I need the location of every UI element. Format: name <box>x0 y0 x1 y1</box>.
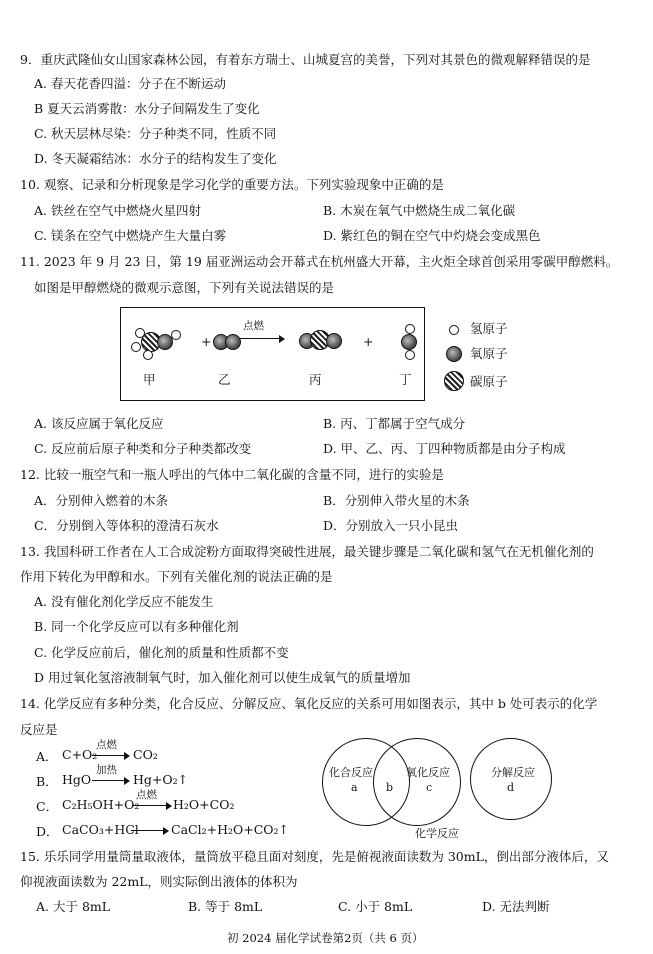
oxygen-atom-icon <box>446 346 462 362</box>
q10-option-d[interactable]: D. 紫红色的铜在空气中灼烧会变成黑色 <box>323 228 541 243</box>
q15-stem-line1: 15. 乐乐同学用量筒量取液体，量筒放平稳且面对刻度，先是俯视液面读数为 30mL，倒出部分液体后，又 <box>20 849 609 864</box>
equation-lhs: HgO <box>62 772 92 787</box>
equation-lhs: CaCO₃+HCl <box>62 822 139 837</box>
q15-option-d[interactable]: D. 无法判断 <box>482 899 550 914</box>
venn-caption: 化学反应 <box>415 827 459 840</box>
q15-option-b[interactable]: B. 等于 8mL <box>188 899 263 914</box>
legend-hydrogen: 氢原子 <box>470 321 508 336</box>
q10-stem: 10. 观察、记录和分析现象是学习化学的重要方法。下列实验现象中正确的是 <box>20 177 444 192</box>
q9-option-a[interactable]: A. 春天花香四溢：分子在不断运动 <box>34 76 226 91</box>
q14-stem-line2: 反应是 <box>20 722 58 737</box>
q13-option-d[interactable]: D 用过氧化氢溶液制氧气时，加入催化剂可以使生成氧气的质量增加 <box>34 670 411 685</box>
equation-rhs: CaCl₂+H₂O+CO₂↑ <box>171 822 289 837</box>
equation-arrow <box>132 805 170 806</box>
plus-sign: + <box>201 334 212 349</box>
venn-letter-b: b <box>386 781 394 794</box>
q13-stem-line1: 13. 我国科研工作者在人工合成淀粉方面取得突破性进展，最关键步骤是二氧化碳和氢气在无机催化剂的 <box>20 544 594 559</box>
equation-arrow <box>92 780 128 781</box>
equation-rhs: Hg+O₂↑ <box>133 772 189 787</box>
reaction-arrow <box>239 338 283 339</box>
q12-option-b[interactable]: B．分别伸入带火星的木条 <box>323 493 470 508</box>
label-yi: 乙 <box>218 372 231 387</box>
venn-label-oxidation: 氧化反应 <box>406 766 450 779</box>
page-footer: 初 2024 届化学试卷第2页（共 6 页） <box>227 931 424 945</box>
legend-carbon: 碳原子 <box>470 374 508 389</box>
q11-reaction-diagram <box>120 307 425 401</box>
venn-label-decomposition: 分解反应 <box>491 766 535 779</box>
q12-option-c[interactable]: C．分别倒入等体积的澄清石灰水 <box>34 518 219 533</box>
equation-lhs: C+O₂ <box>62 747 98 762</box>
reaction-condition: 点燃 <box>243 320 264 332</box>
q11-option-c[interactable]: C. 反应前后原子种类和分子种类都改变 <box>34 441 252 456</box>
q13-option-b[interactable]: B. 同一个化学反应可以有多种催化剂 <box>34 619 239 634</box>
option-letter: A． <box>36 749 58 764</box>
q9-option-c[interactable]: C. 秋天层林尽染：分子种类不同，性质不同 <box>34 126 277 141</box>
q13-option-a[interactable]: A. 没有催化剂化学反应不能发生 <box>34 594 214 609</box>
equation-rhs: H₂O+CO₂ <box>173 797 235 812</box>
q10-option-a[interactable]: A. 铁丝在空气中燃烧火星四射 <box>34 203 201 218</box>
equation-condition: 加热 <box>96 764 117 776</box>
q9-stem: 9．重庆武隆仙女山国家森林公园，有着东方瑞士、山城夏宫的美誉，下列对其景色的微观解释错误的是 <box>20 52 591 67</box>
equation-lhs: C₂H₅OH+O₂ <box>62 797 140 812</box>
q15-option-a[interactable]: A. 大于 8mL <box>36 899 111 914</box>
option-letter: D． <box>36 824 59 839</box>
carbon-atom-icon <box>444 371 464 391</box>
equation-arrow <box>92 755 128 756</box>
q13-option-c[interactable]: C. 化学反应前后，催化剂的质量和性质都不变 <box>34 645 289 660</box>
q13-stem-line2: 作用下转化为甲醇和水。下列有关催化剂的说法正确的是 <box>20 569 333 584</box>
legend-oxygen: 氧原子 <box>470 346 508 361</box>
equation-condition: 点燃 <box>136 789 157 801</box>
q11-stem-line2: 如图是甲醇燃烧的微观示意图，下列有关说法错误的是 <box>34 280 335 295</box>
q12-option-d[interactable]: D．分别放入一只小昆虫 <box>323 518 459 533</box>
hydrogen-atom-icon <box>449 325 459 335</box>
label-ding: 丁 <box>399 372 412 387</box>
plus-sign: + <box>363 334 374 349</box>
q11-option-d[interactable]: D. 甲、乙、丙、丁四种物质都是由分子构成 <box>323 441 566 456</box>
venn-letter-a: a <box>351 781 358 794</box>
q9-option-d[interactable]: D. 冬天凝霜结冰：水分子的结构发生了变化 <box>34 151 277 166</box>
q11-option-b[interactable]: B. 丙、丁都属于空气成分 <box>323 416 466 431</box>
equation-rhs: CO₂ <box>133 747 158 762</box>
label-jia: 甲 <box>143 372 156 387</box>
label-bing: 丙 <box>309 372 322 387</box>
option-letter: B． <box>36 774 58 789</box>
q14-stem-line1: 14. 化学反应有多种分类，化合反应、分解反应、氧化反应的关系可用如图表示，其中 b 处可表示的化学 <box>20 696 598 711</box>
venn-letter-d: d <box>507 781 515 794</box>
equation-arrow <box>131 830 167 831</box>
q11-option-a[interactable]: A. 该反应属于氧化反应 <box>34 416 164 431</box>
option-letter: C． <box>36 799 59 814</box>
venn-label-combination: 化合反应 <box>329 766 373 779</box>
q15-stem-line2: 仰视液面读数为 22mL，则实际倒出液体的体积为 <box>20 874 298 889</box>
equation-condition: 点燃 <box>96 739 117 751</box>
q12-option-a[interactable]: A．分别伸入燃着的木条 <box>34 493 169 508</box>
q15-option-c[interactable]: C. 小于 8mL <box>338 899 413 914</box>
venn-letter-c: c <box>426 781 433 794</box>
q11-stem-line1: 11. 2023 年 9 月 23 日，第 19 届亚洲运动会开幕式在杭州盛大开幕，主火炬全球首创采用零碳甲醇燃料。 <box>20 254 619 269</box>
q9-option-b[interactable]: B 夏天云消雾散：水分子间隔发生了变化 <box>34 101 260 116</box>
q12-stem: 12. 比较一瓶空气和一瓶人呼出的气体中二氧化碳的含量不同，进行的实验是 <box>20 467 444 482</box>
q10-option-b[interactable]: B. 木炭在氧气中燃烧生成二氧化碳 <box>323 203 516 218</box>
q10-option-c[interactable]: C. 镁条在空气中燃烧产生大量白雾 <box>34 228 227 243</box>
